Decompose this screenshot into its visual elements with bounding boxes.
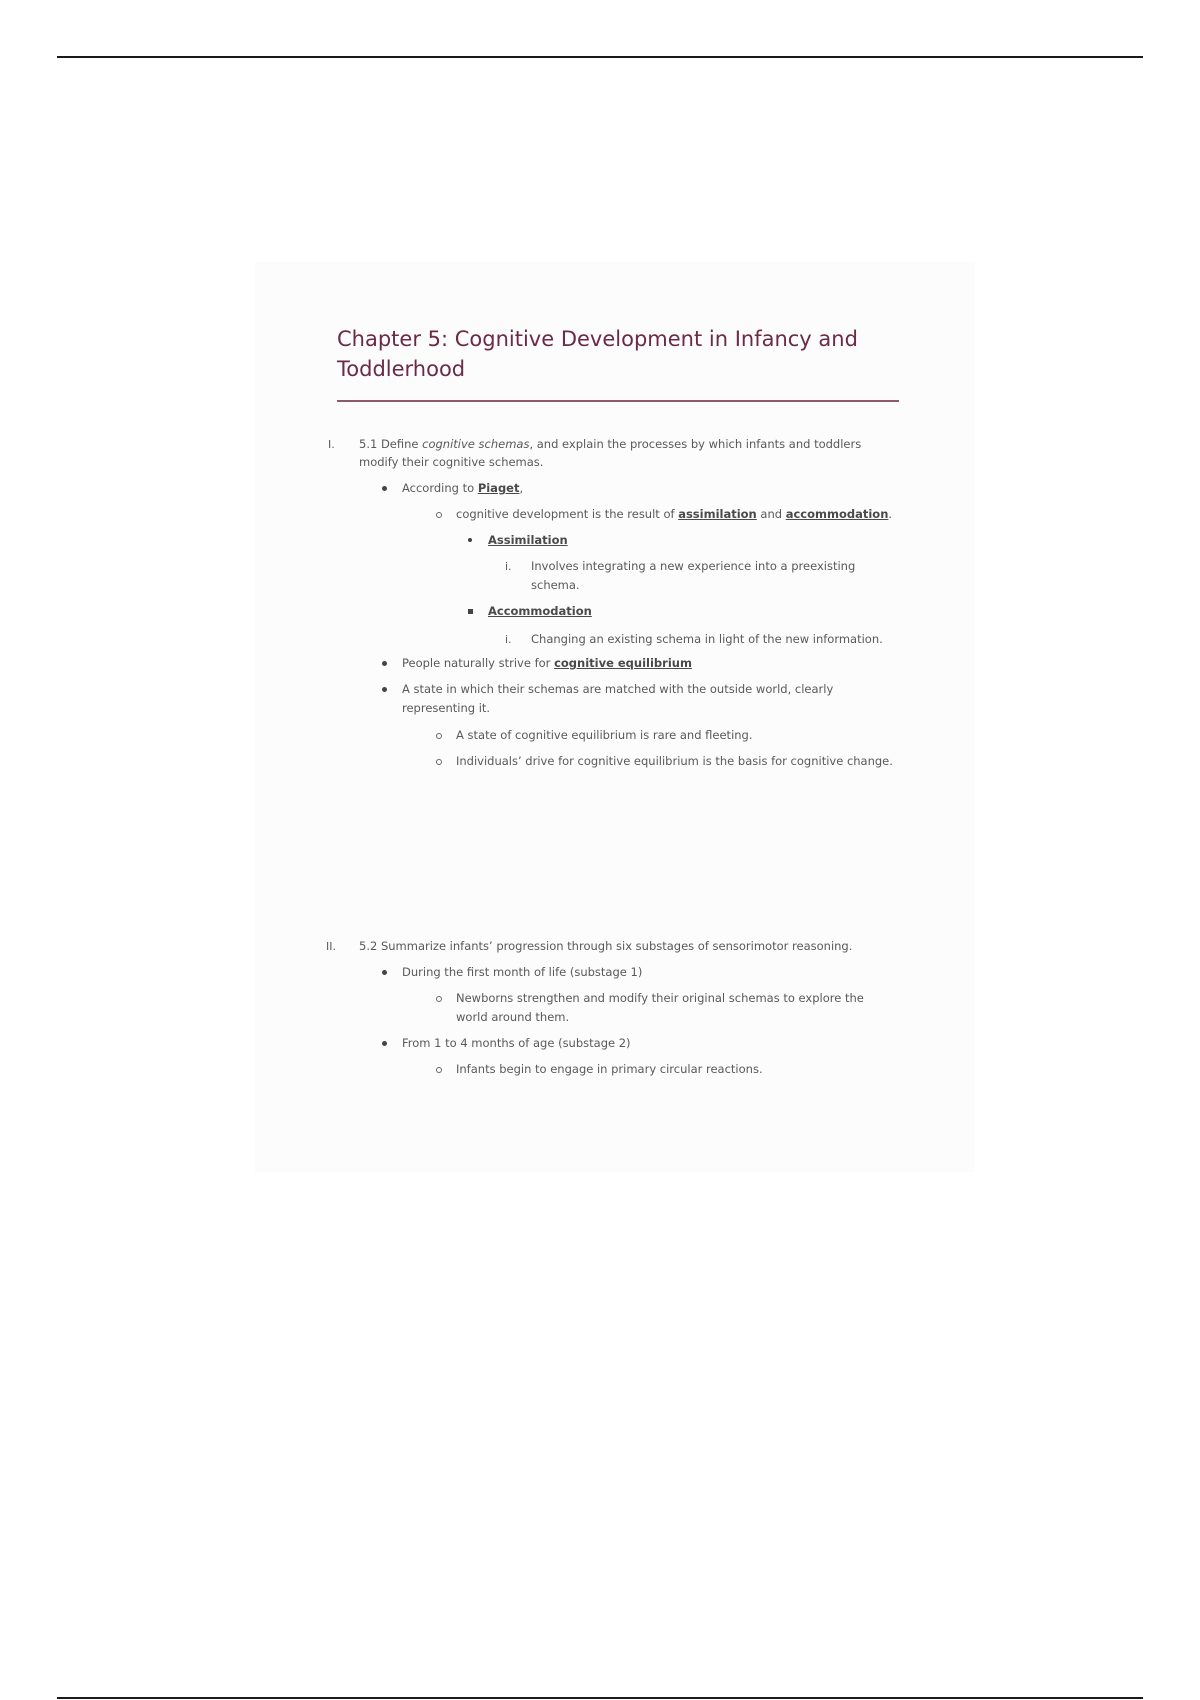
list-item-according [402,479,523,498]
cogdev-term-2: accommodation [785,507,889,521]
according-term: Piaget [477,481,520,495]
section-marker-2: II. [326,940,336,953]
list-item-state: A state in which their schemas are matched with the outside world, clearly representing it. [402,682,834,715]
bullet-icon [382,661,387,666]
list-item-rare: A state of cognitive equilibrium is rare and fleeting. [456,728,753,742]
accommodation-label: Accommodation [488,604,592,618]
sub-bullet-icon [436,1067,442,1073]
section-marker-1: I. [328,438,335,451]
section-heading-2: 5.2 Summarize infants’ progression through six substages of sensorimotor reasoning. [359,939,853,953]
page-top-rule [57,56,1143,58]
page-bottom-rule [57,1697,1143,1699]
list-item-newborns: Newborns strengthen and modify their original schemas to explore the world around them. [456,991,864,1024]
sub-bullet-icon [436,996,442,1002]
bullet-icon [382,486,387,491]
list-item-infants-begin: Infants begin to engage in primary circular reactions. [456,1062,763,1076]
heading-1-part-a: 5.1 Define [359,437,423,451]
list-item-one-to-four: From 1 to 4 months of age (substage 2) [402,1036,631,1050]
assimilation-label: Assimilation [488,533,568,547]
list-item-drive: Individuals’ drive for cognitive equilibrium is the basis for cognitive change. [456,754,893,768]
equilibrium-term: cognitive equilibrium [554,656,692,670]
bullet-icon [468,538,472,542]
list-item-assimilation [488,531,568,550]
strive-pre: People naturally strive for [402,656,555,670]
roman-marker: i. [505,633,512,646]
section-heading-1 [359,435,861,454]
heading-1-part-b: , and explain the processes by which infants and toddlers [529,437,862,451]
heading-1-term: cognitive schemas [422,437,530,451]
list-item-first-month: During the first month of life (substage 1) [402,965,643,979]
according-post: , [519,481,524,495]
list-item-cogdev [456,505,892,524]
roman-marker: i. [505,560,512,573]
cogdev-post: . [888,507,893,521]
assimilation-definition: Involves integrating a new experience into a preexisting schema. [531,559,856,592]
sub-bullet-icon [436,733,442,739]
chapter-title: Chapter 5: Cognitive Development in Infancy and Toddlerhood [337,327,858,381]
cogdev-term-1: assimilation [678,507,757,521]
cogdev-mid: and [756,507,786,521]
sub-bullet-icon [436,512,442,518]
bullet-icon [468,609,473,614]
accommodation-definition: Changing an existing schema in light of the new information. [531,632,883,646]
according-pre: According to [402,481,478,495]
title-underline [337,400,899,402]
bullet-icon [382,970,387,975]
list-item-equilibrium [402,654,692,673]
cogdev-pre: cognitive development is the result of [456,507,679,521]
list-item-accommodation [488,602,592,621]
sub-bullet-icon [436,759,442,765]
section-heading-1-line2: modify their cognitive schemas. [359,455,544,469]
bullet-icon [382,687,387,692]
bullet-icon [382,1041,387,1046]
